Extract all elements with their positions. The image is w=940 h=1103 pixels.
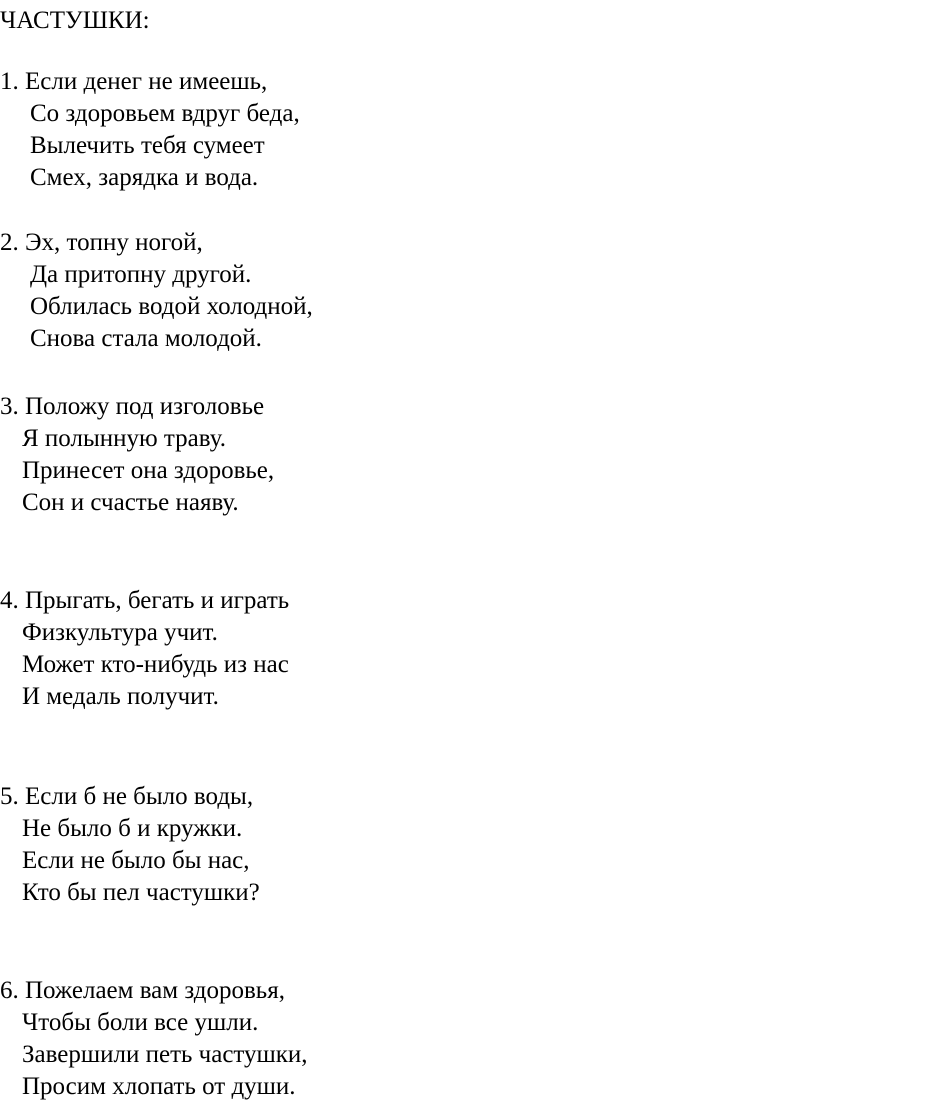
document-title: ЧАСТУШКИ: (0, 7, 150, 34)
stanza-line: Вылечить тебя сумеет (30, 132, 265, 159)
stanza-line: Может кто-нибудь из нас (22, 651, 289, 678)
stanza-line: 4. Прыгать, бегать и играть (0, 587, 290, 614)
stanza-line: И медаль получит. (22, 683, 219, 710)
stanza-2 (0, 227, 313, 355)
stanza-line: Кто бы пел частушки? (22, 879, 260, 906)
stanza-line: Чтобы боли все ушли. (22, 1009, 259, 1036)
stanza-line: 5. Если б не было воды, (0, 783, 254, 810)
stanza-line: Принесет она здоровье, (22, 457, 275, 484)
stanza-3 (0, 391, 274, 519)
stanza-line: 6. Пожелаем вам здоровья, (0, 977, 285, 1004)
stanza-line: Просим хлопать от души. (22, 1073, 296, 1100)
stanza-line: Облилась водой холодной, (30, 293, 313, 320)
stanza-1 (0, 66, 300, 194)
stanza-line: Да притопну другой. (30, 261, 252, 288)
stanza-4 (0, 585, 289, 713)
stanza-line: Смех, зарядка и вода. (30, 164, 259, 191)
stanza-line: 3. Положу под изголовье (0, 393, 265, 420)
stanza-line: Физкультура учит. (22, 619, 218, 646)
stanza-line: Не было б и кружки. (22, 815, 243, 842)
stanza-line: 2. Эх, топну ногой, (0, 229, 203, 256)
stanza-line: Завершили петь частушки, (22, 1041, 308, 1068)
stanza-line: Если не было бы нас, (22, 847, 250, 874)
stanza-line: Снова стала молодой. (30, 325, 262, 352)
stanza-line: Я полынную траву. (22, 425, 226, 452)
stanza-line: 1. Если денег не имеешь, (0, 68, 268, 95)
stanza-line: Сон и счастье наяву. (22, 489, 239, 516)
stanza-5 (0, 781, 260, 909)
stanza-line: Со здоровьем вдруг беда, (30, 100, 300, 127)
stanza-6 (0, 975, 308, 1103)
